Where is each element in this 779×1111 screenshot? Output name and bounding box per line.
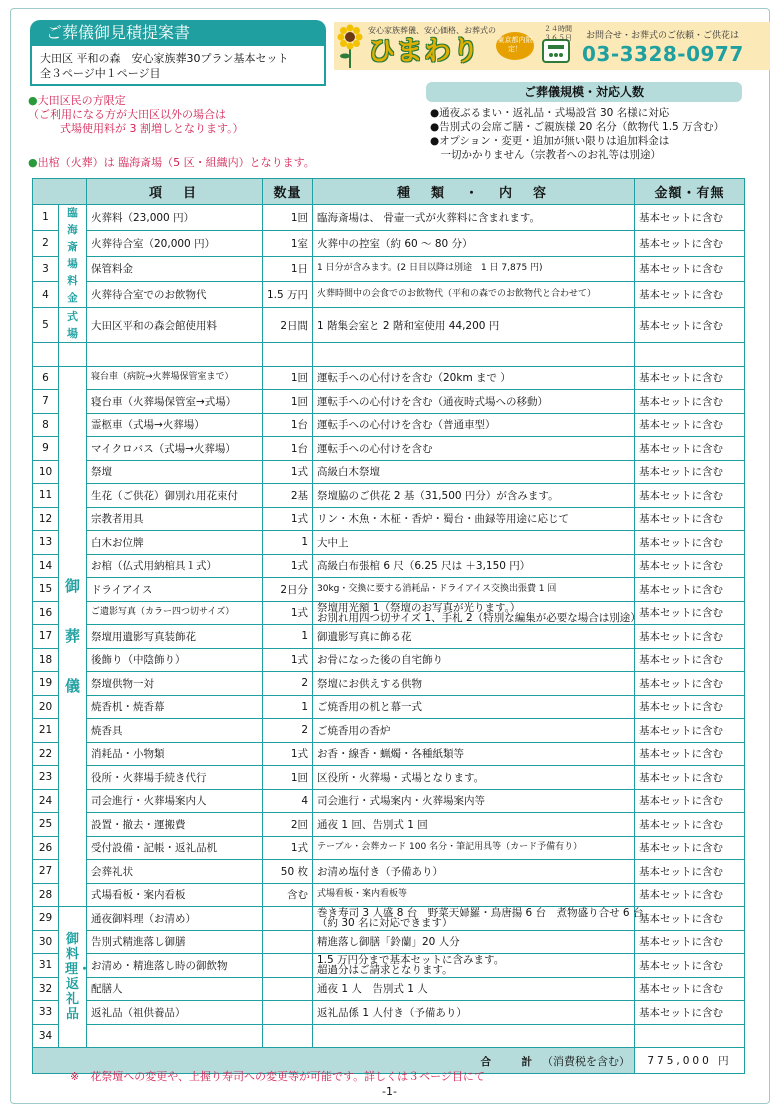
table-header bbox=[33, 179, 745, 205]
header-qty: 数量 bbox=[263, 179, 313, 205]
bullet-icon: ● bbox=[28, 156, 38, 169]
table-row: 2 火葬待合室（20,000 円） 1室 火葬中の控室（約 60 ～ 80 分） 基本セットに含む bbox=[33, 230, 745, 256]
category-venue: 式場 bbox=[59, 308, 87, 343]
table-row: 14 お棺（仏式用納棺具１式） 1式 高級白布張棺 6 尺（6.25 尺は ＋3,150 円） 基本セットに含む bbox=[33, 554, 745, 578]
table-row: 3 保管料金 1日 1 日分が含みます。(2 日目以降は別途 1 日 7,875 円) 基本セットに含む bbox=[33, 256, 745, 282]
table-row: 6 御葬儀 寝台車（病院→火葬場保管室まで） 1回 運転手への心付けを含む（20km まで ） 基本セットに含む bbox=[33, 366, 745, 390]
table-row: 8 霊柩車（式場→火葬場） 1台 運転手への心付けを含む（普通車型） 基本セットに含む bbox=[33, 413, 745, 437]
company-logo-name: ひまわり bbox=[368, 36, 480, 67]
table-row: 7 寝台車（火葬場保管室→式場） 1回 運転手への心付けを含む（通夜時式場への移動） 基本セットに含む bbox=[33, 390, 745, 414]
header-item: 項 目 bbox=[87, 179, 263, 205]
plan-info bbox=[30, 46, 326, 86]
table-row-blank bbox=[33, 343, 745, 367]
table-row: 10 祭壇 1式 高級白木祭壇 基本セットに含む bbox=[33, 460, 745, 484]
table-row: 26 受付設備・記帳・返礼品机 1式 テーブル・会葬カード 100 名分・筆記用具等（カード予備有り） 基本セットに含む bbox=[33, 836, 745, 860]
scale-item: ●告別式の会席ご膳・ご親族様 20 名分（飲物代 1.5 万含む） bbox=[430, 121, 725, 133]
table-row: 16 ご遺影写真（カラー四つ切サイズ） 1式 祭壇用光額 1（祭壇のお写真が光ります。） お別れ用四つ切サイズ 1、手札 2（特別な編集が必要な場合は別途） 基本セットに含む bbox=[33, 601, 745, 625]
footer-note: ※ 花祭壇への変更や、上握り寿司への変更等が可能です。詳しくは３ページ目にて bbox=[70, 1070, 485, 1083]
plan-name: 大田区 平和の森 安心家族葬30プラン基本セット bbox=[40, 52, 289, 65]
table-row: 18 後飾り（中陰飾り） 1式 お骨になった後の自宅飾り 基本セットに含む bbox=[33, 648, 745, 672]
category-food: 御料理・返礼品 bbox=[59, 907, 87, 1048]
table-row: 12 宗教者用具 1式 リン・木魚・木柾・香炉・蜀台・曲録等用途に応じて 基本セットに含む bbox=[33, 507, 745, 531]
estimate-table bbox=[32, 178, 745, 1074]
total-label: 合 計（消費税を含む） bbox=[33, 1048, 635, 1074]
table-row: 29 御料理・返礼品 通夜御料理（お清め） 巻き寿司 3 人盛 8 台 野菜天婦羅・鳥唐揚 6 台 煮物盛り合せ 6 台 （約 30 名に対応できます） 基本セットに含む bbox=[33, 907, 745, 931]
table-row: 21 焼香具 2 ご焼香用の香炉 基本セットに含む bbox=[33, 719, 745, 743]
company-banner bbox=[334, 22, 770, 70]
page-number: -1- bbox=[382, 1085, 397, 1098]
table-row: 33 返礼品（祖供養品） 返礼品係 1 人付き（予備あり） 基本セットに含む bbox=[33, 1001, 745, 1025]
page-indicator: 全３ページ中１ページ目 bbox=[40, 67, 161, 80]
table-row: 27 会葬礼状 50 枚 お清め塩付き（予備あり） 基本セットに含む bbox=[33, 860, 745, 884]
table-row: 19 祭壇供物一対 2 祭壇にお供えする供物 基本セットに含む bbox=[33, 672, 745, 696]
table-row: 28 式場看板・案内看板 含む 式場看板・案内看板等 基本セットに含む bbox=[33, 883, 745, 907]
header-blank bbox=[33, 179, 87, 205]
scale-item: 一切かかりません（宗教者へのお礼等は別途） bbox=[430, 149, 661, 161]
notice-residents: ●大田区民の方限定 （ご利用になる方が大田区以外の場合は 式場使用料が 3 割増しとなります。） bbox=[28, 94, 244, 135]
header-amount: 金額・有無 bbox=[635, 179, 745, 205]
table-row: 5 式場 大田区平和の森会館使用料 2日間 1 階集会室と 2 階和室使用 44,200 円 基本セットに含む bbox=[33, 308, 745, 343]
table-row: 13 白木お位牌 1 大中上 基本セットに含む bbox=[33, 531, 745, 555]
bullet-icon: ● bbox=[28, 94, 38, 107]
table-row: 22 消耗品・小物類 1式 お香・線香・蝋燭・各種紙類等 基本セットに含む bbox=[33, 742, 745, 766]
table-row: 20 焼香机・焼香幕 1 ご焼香用の机と幕一式 基本セットに含む bbox=[33, 695, 745, 719]
table-row: 4 火葬待合室でのお飲物代 1.5 万円 火葬時間中の会食でのお飲物代（平和の森でのお飲物代と合わせて） 基本セットに含む bbox=[33, 282, 745, 308]
hours-label: ２４時間 ３６５日 bbox=[544, 25, 572, 42]
sunflower-icon bbox=[336, 24, 364, 68]
header-desc: 種 類 ・ 内 容 bbox=[313, 179, 635, 205]
contact-text: お問合せ・お葬式のご依頼・ご供花は bbox=[586, 31, 740, 41]
company-tagline: 安心家族葬儀、安心価格、お葬式の bbox=[368, 26, 496, 35]
table-row: 25 設置・撤去・運搬費 2回 通夜 1 回、告別式 1 回 基本セットに含む bbox=[33, 813, 745, 837]
table-row: 1 臨海斎場料金 火葬料（23,000 円） 1回 臨海斎場は、 骨壷一式が火葬料に含まれます。 基本セットに含む bbox=[33, 205, 745, 231]
scale-title: ご葬儀規模・対応人数 bbox=[426, 82, 742, 102]
total-value: 775,000 円 bbox=[635, 1048, 745, 1074]
notice-cremation: ●出棺（火葬）は 臨海斎場（5 区・組織内）となります。 bbox=[28, 156, 315, 169]
table-row: 24 司会進行・火葬場案内人 4 司会進行・式場案内・火葬場案内等 基本セットに含む bbox=[33, 789, 745, 813]
table-row: 32 配膳人 通夜 1 人 告別式 1 人 基本セットに含む bbox=[33, 977, 745, 1001]
scale-list bbox=[426, 102, 742, 162]
table-row: 11 生花（ご供花）御別れ用花束付 2基 祭壇脇のご供花 2 基（31,500 円分）が含みます。 基本セットに含む bbox=[33, 484, 745, 508]
table-row: 34 bbox=[33, 1024, 745, 1048]
category-cremation: 臨海斎場料金 bbox=[59, 205, 87, 308]
area-badge: 東京都内限定！ bbox=[496, 32, 534, 60]
category-funeral: 御葬儀 bbox=[59, 366, 87, 907]
scale-item: ●通夜ぶるまい・返礼品・式場設営 30 名様に対応 bbox=[430, 107, 670, 119]
table-row: 30 告別式精進落し御膳 精進落し御膳「鈴蘭」20 人分 基本セットに含む bbox=[33, 930, 745, 954]
scale-item: ●オプション・変更・追加が無い限りは追加料金は bbox=[430, 135, 670, 147]
table-row: 23 役所・火葬場手続き代行 1回 区役所・火葬場・式場となります。 基本セットに含む bbox=[33, 766, 745, 790]
table-row: 17 祭壇用遺影写真装飾花 1 御遺影写真に飾る花 基本セットに含む bbox=[33, 625, 745, 649]
scale-panel bbox=[426, 82, 742, 170]
document-title: ご葬儀御見積提案書 bbox=[30, 20, 326, 46]
table-row: 15 ドライアイス 2日分 30kg・交換に要する消耗品・ドライアイス交換出張費 1 回 基本セットに含む bbox=[33, 578, 745, 602]
phone-number[interactable]: 03-3328-0977 bbox=[582, 42, 744, 66]
table-row: 31 お清め・精進落し時の御飲物 1.5 万円分まで基本セットに含みます。 超過分はご請求となります。 基本セットに含む bbox=[33, 954, 745, 978]
table-row: 9 マイクロバス（式場→火葬場） 1台 運転手への心付けを含む 基本セットに含む bbox=[33, 437, 745, 461]
